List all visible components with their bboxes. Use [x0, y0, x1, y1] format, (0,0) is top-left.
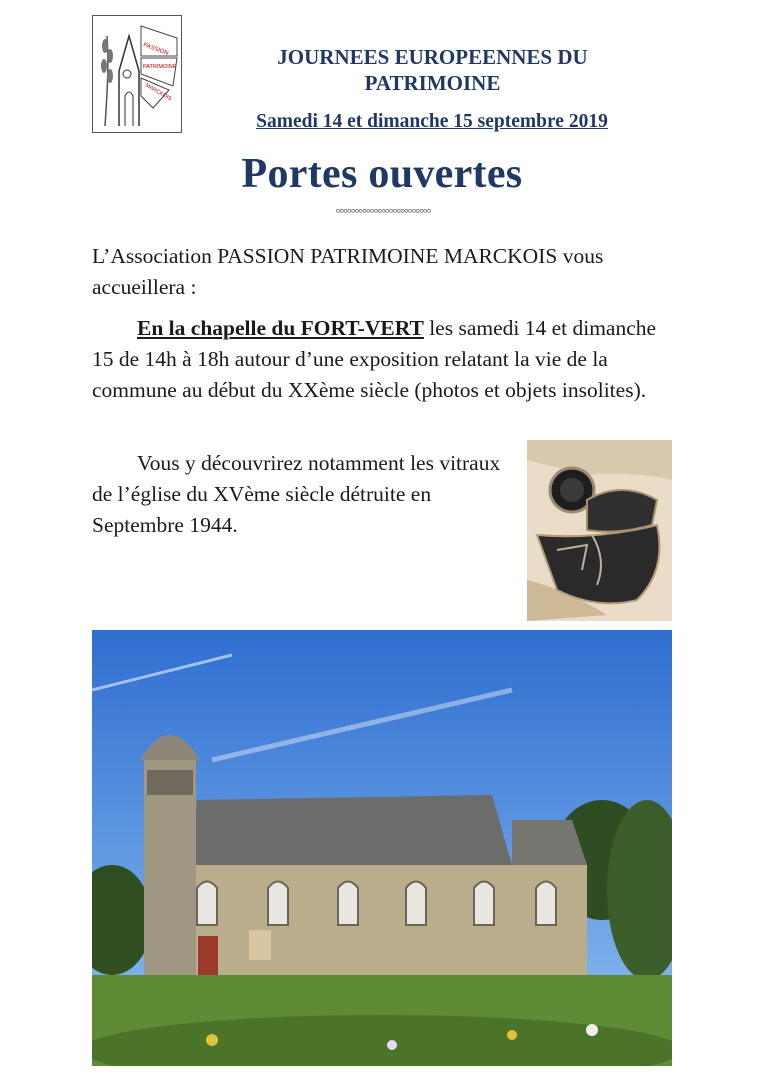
- chapel-photo: [92, 630, 672, 1066]
- stained-glass-paragraph: Vous y découvrirez notamment les vitraux de l’église du XVème siècle détruite en Septembre 1944.: [92, 451, 501, 537]
- logo-graphic: [93, 16, 181, 132]
- event-dates: Samedi 14 et dimanche 15 septembre 2019: [256, 111, 608, 132]
- logo-text-marckois: MARCKOIS: [144, 82, 173, 103]
- chapel-details: les samedi 14 et dimanche 15 de 14h à 18h autour d’une exposition relatant la vie de la commune au début du XXème siècle (photos et objets insolites).: [92, 316, 657, 402]
- logo-text-patrimoine: PATRIMOINE: [143, 64, 177, 70]
- stained-glass-photo: [527, 440, 672, 621]
- page-headline: Portes ouvertes: [241, 151, 523, 197]
- chapel-paragraph: [92, 313, 677, 406]
- logo-text-passion: PASSION: [142, 42, 170, 57]
- chapel-highlight: En la chapelle du FORT-VERT: [137, 316, 424, 340]
- intro-paragraph: L’Association PASSION PATRIMOINE MARCKOIS vous accueillera :: [92, 244, 604, 299]
- separator-dots: °°°°°°°°°°°°°°°°°°°°°°°°°: [335, 206, 431, 220]
- event-title: JOURNEES EUROPEENNES DU PATRIMOINE: [277, 45, 588, 95]
- association-logo: [92, 15, 182, 133]
